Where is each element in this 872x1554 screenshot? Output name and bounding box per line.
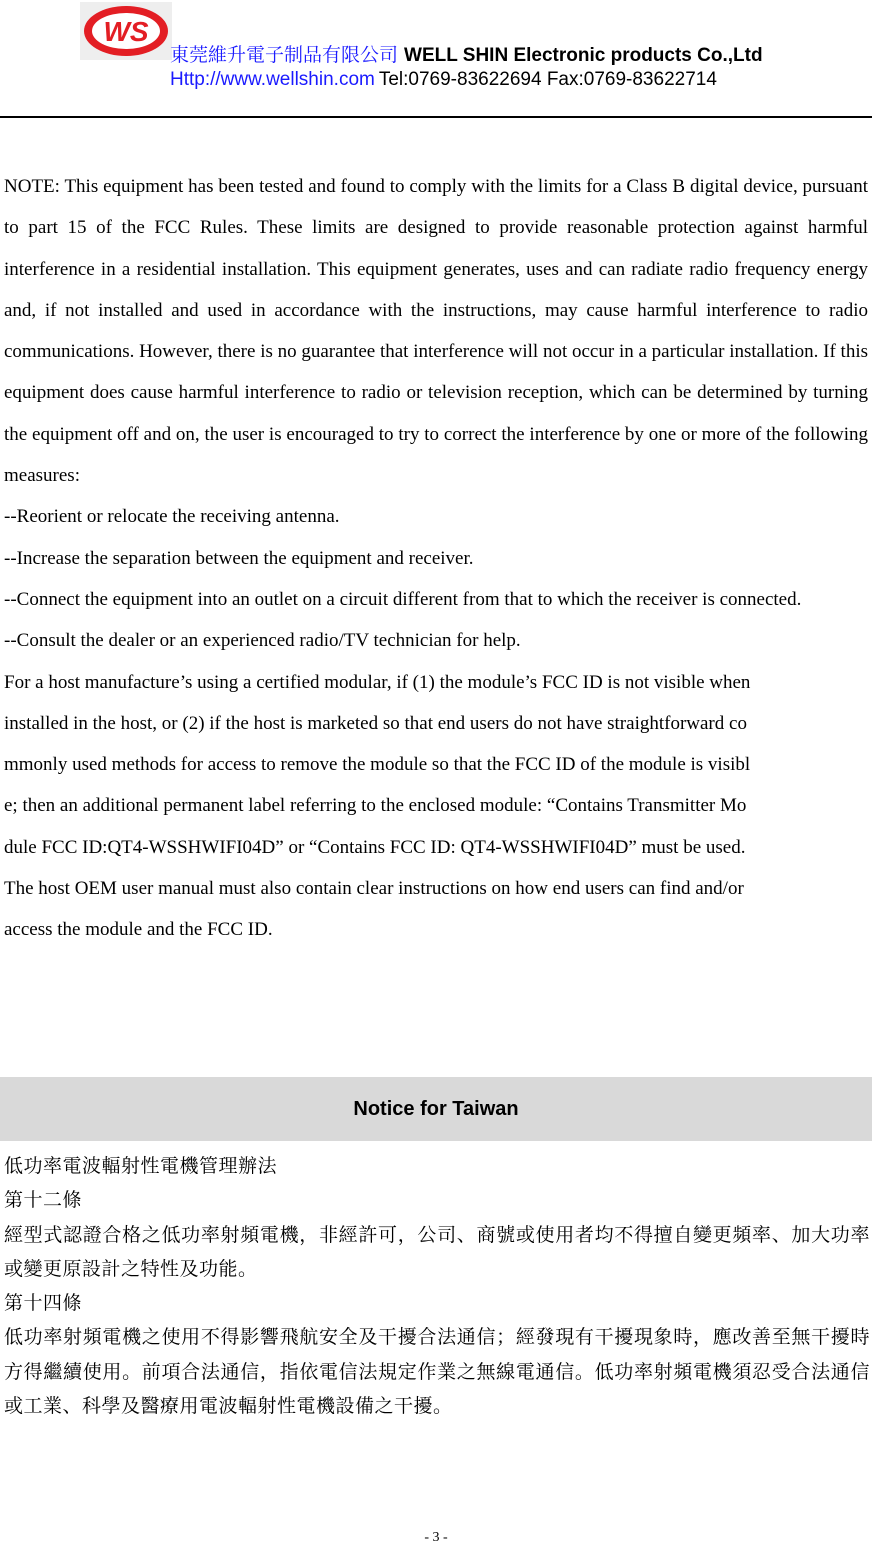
measure-item: --Consult the dealer or an experienced radio/TV technician for help. [4, 630, 521, 652]
measure-item: --Reorient or relocate the receiving antenna. [4, 506, 340, 528]
contact-line [170, 69, 717, 91]
taiwan-regulation [4, 1149, 870, 1423]
taiwan-notice-heading: Notice for Taiwan [0, 1077, 872, 1141]
regulation-title: 低功率電波輻射性電機管理辦法 [4, 1155, 278, 1177]
page-number: - 3 - [424, 1530, 448, 1545]
logo-text: WS [103, 16, 149, 47]
company-name-line [170, 40, 763, 67]
host-line: The host OEM user manual must also contain clear instructions on how end users can find and/or [4, 878, 744, 900]
company-name-cn: 東莞維升電子制品有限公司 [170, 45, 399, 66]
host-line: dule FCC ID:QT4-WSSHWIFI04D” or “Contains FCC ID: QT4-WSSHWIFI04D” must be used. [4, 836, 746, 858]
header-divider [0, 116, 872, 118]
fcc-note: NOTE: This equipment has been tested and found to comply with the limits for a Class B digital device, pursuant to part 15 of the FCC Rules. These limits are designed to provide reasonable protection against harmful interference in a residential installation. This equipment generates, uses and can radiate radio frequency energy and, if not installed and used in accordance with the instructions, may cause harmful interference to radio communications. However, there is no guarantee that interference will not occur in a particular installation. If this equipment does cause harmful interference to radio or television reception, which can be determined by turning the equipment off and on, the user is encouraged to try to correct the interference by one or more of the following measures: [4, 176, 868, 487]
measure-item: --Increase the separation between the equipment and receiver. [4, 547, 474, 569]
host-line: installed in the host, or (2) if the host is marketed so that end users do not have straightforward co [4, 712, 747, 734]
host-line: e; then an additional permanent label referring to the enclosed module: “Contains Transmitter Mo [4, 795, 747, 817]
article-12-title: 第十二條 [4, 1189, 83, 1212]
letterhead [0, 0, 872, 118]
website-link[interactable]: Http://www.wellshin.com [170, 69, 375, 90]
article-14-title: 第十四條 [4, 1292, 83, 1315]
company-logo-icon [80, 2, 172, 60]
article-14-text: 低功率射頻電機之使用不得影響飛航安全及干擾合法通信；經發現有干擾現象時，應改善至無干擾時方得繼續使用。前項合法通信，指依電信法規定作業之無線電通信。低功率射頻電機須忍受合法通信或工業、科學及醫療用電波輻射性電機設備之干擾。 [4, 1326, 870, 1418]
host-line: access the module and the FCC ID. [4, 919, 273, 941]
phone-fax: Tel:0769-83622694 Fax:0769-83622714 [378, 69, 717, 90]
fcc-statement [4, 166, 868, 951]
company-name-en: WELL SHIN Electronic products Co.,Ltd [404, 45, 763, 66]
article-12-text: 經型式認證合格之低功率射頻電機，非經許可，公司、商號或使用者均不得擅自變更頻率、加大功率或變更原設計之特性及功能。 [4, 1223, 870, 1280]
measure-item: --Connect the equipment into an outlet on a circuit different from that to which the receiver is connected. [4, 588, 802, 610]
host-line: For a host manufacture’s using a certified modular, if (1) the module’s FCC ID is not visible when [4, 671, 751, 693]
host-line: mmonly used methods for access to remove the module so that the FCC ID of the module is visibl [4, 754, 751, 776]
